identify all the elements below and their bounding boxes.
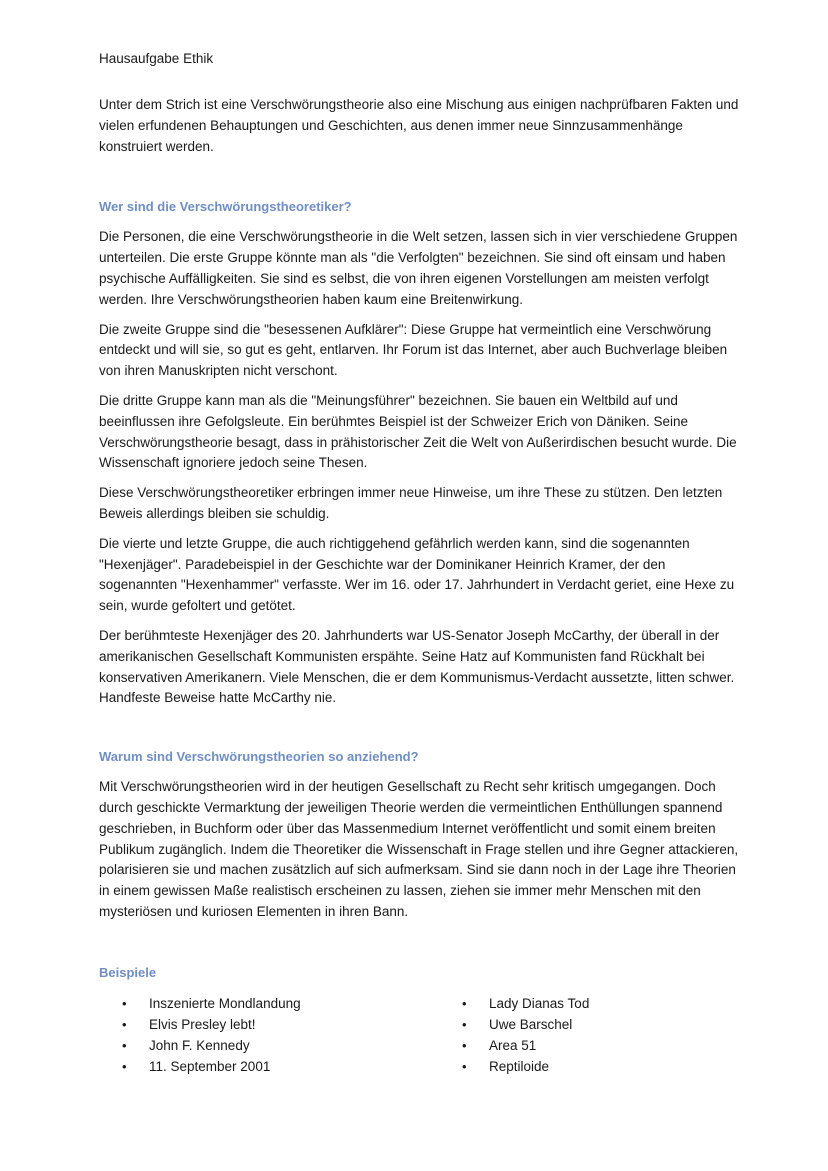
bullet-icon: •	[462, 1037, 467, 1053]
list-item-label: John F. Kennedy	[149, 1037, 250, 1053]
list-item	[439, 1014, 589, 1035]
intro-paragraph: Unter dem Strich ist eine Verschwörungstheorie also eine Mischung aus einigen nachprüfbaren Fakten und vielen erfundenen Behauptungen und Geschichten, aus denen immer neue Sinnzusammenhänge konstruiert werden.	[99, 97, 739, 154]
document-header: Hausaufgabe Ethik	[99, 51, 214, 66]
list-item	[439, 1035, 589, 1056]
examples-column-left	[99, 993, 439, 1077]
paragraph: Die vierte und letzte Gruppe, die auch richtiggehend gefährlich werden kann, sind die sogenannten "Hexenjäger". Paradebeispiel in der Geschichte war der Dominikaner Heinrich Kramer, der den sogenannten "Hexenhammer" verfasste. Wer im 16. oder 17. Jahrhundert in Verdacht geriet, eine Hexe zu sein, wurde gefoltert und getötet.	[99, 535, 735, 614]
paragraph: Mit Verschwörungstheorien wird in der heutigen Gesellschaft zu Recht sehr kritisch umgegangen. Doch durch geschickte Vermarktung der jeweiligen Theorie werden die vermeintlichen Enthüllungen spannend geschrieben, in Buchform oder über das Massenmedium Internet veröffentlicht und somit einem breiten Publikum zugänglich. Indem die Theoretiker die Wissenschaft in Frage stellen und ihre Gegner attackieren, polarisieren sie und machen zusätzlich auf sich aufmerksam. Sind sie dann noch in der Lage ihre Theorien in einem gewissen Maße realistisch erscheinen zu lassen, ziehen sie immer mehr Menschen mit den mysteriösen und kuriosen Elementen in ihren Bann.	[99, 779, 739, 919]
bullet-icon: •	[462, 1016, 467, 1032]
bullet-icon: •	[462, 1058, 467, 1074]
list-item-label: Uwe Barschel	[489, 1016, 573, 1032]
examples-column-right	[439, 993, 589, 1077]
list-item-label: Area 51	[489, 1037, 537, 1053]
paragraph: Der berühmteste Hexenjäger des 20. Jahrhunderts war US-Senator Joseph McCarthy, der überall in der amerikanischen Gesellschaft Kommunisten erspähte. Seine Hatz auf Kommunisten fand Rückhalt bei konservativen Amerikanern. Viele Menschen, die er dem Kommunismus-Verdacht aussetzte, litten schwer. Handfeste Beweise hatte McCarthy nie.	[99, 627, 735, 706]
list-item-label: Reptiloide	[489, 1058, 550, 1074]
paragraph: Diese Verschwörungstheoretiker erbringen immer neue Hinweise, um ihre These zu stützen. Den letzten Beweis allerdings bleiben sie schuldig.	[99, 485, 723, 521]
list-item-label: Elvis Presley lebt!	[149, 1016, 256, 1032]
list-item	[99, 1014, 439, 1035]
paragraph: Die dritte Gruppe kann man als die "Meinungsführer" bezeichnen. Sie bauen ein Weltbild auf und beeinflussen ihre Gefolgsleute. Ein berühmtes Beispiel ist der Schweizer Erich von Däniken. Seine Verschwörungstheorie besagt, dass in prähistorischer Zeit die Welt von Außerirdischen besucht wurde. Die Wissenschaft ignoriere jedoch seine Thesen.	[99, 392, 737, 471]
bullet-icon: •	[122, 1037, 127, 1053]
document-page	[99, 48, 739, 1077]
section-heading-theorists: Wer sind die Verschwörungstheoretiker?	[99, 199, 352, 215]
list-item-label: Lady Dianas Tod	[489, 995, 590, 1011]
list-item-label: Inszenierte Mondlandung	[149, 995, 301, 1011]
list-item	[439, 1056, 589, 1077]
list-item	[439, 993, 589, 1014]
bullet-icon: •	[462, 995, 467, 1011]
bullet-icon: •	[122, 1016, 127, 1032]
list-item-label: 11. September 2001	[149, 1058, 271, 1074]
section-heading-attraction: Warum sind Verschwörungstheorien so anziehend?	[99, 749, 419, 765]
examples-list	[99, 993, 739, 1077]
paragraph: Die zweite Gruppe sind die "besessenen Aufklärer": Diese Gruppe hat vermeintlich eine Verschwörung entdeckt und will sie, so gut es geht, entlarven. Ihr Forum ist das Internet, aber auch Buchverlage bleiben von ihren Manuskripten nicht verschont.	[99, 321, 728, 379]
list-item	[99, 1056, 439, 1077]
list-item	[99, 1035, 439, 1056]
paragraph: Die Personen, die eine Verschwörungstheorie in die Welt setzen, lassen sich in vier verschiedene Gruppen unterteilen. Die erste Gruppe könnte man als "die Verfolgten" bezeichnen. Sie sind oft einsam und haben psychische Auffälligkeiten. Sie sind es selbst, die von ihren eigenen Vorstellungen am meisten verfolgt werden. Ihre Verschwörungstheorien haben kaum eine Breitenwirkung.	[99, 229, 738, 307]
bullet-icon: •	[122, 995, 127, 1011]
section-heading-examples: Beispiele	[99, 964, 157, 980]
list-item	[99, 993, 439, 1014]
bullet-icon: •	[122, 1058, 127, 1074]
